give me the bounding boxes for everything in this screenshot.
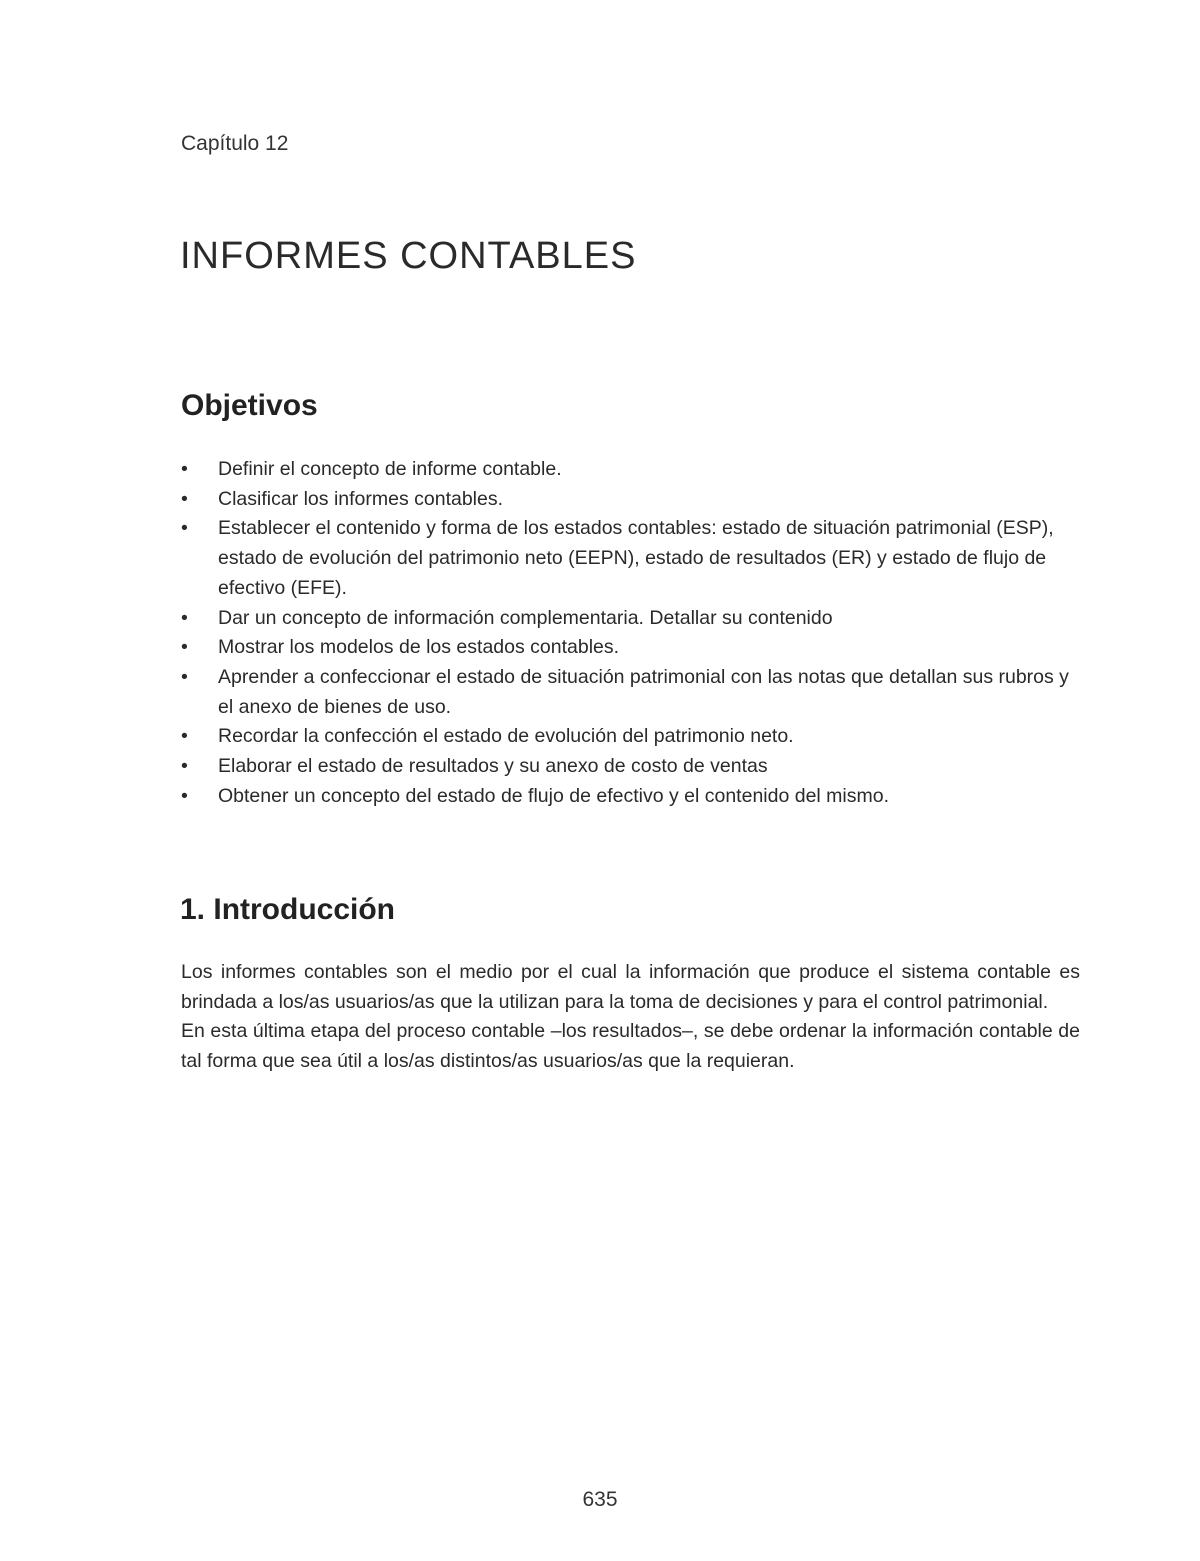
bullet-icon: • [181,725,188,748]
introduction-heading: 1. Introducción [180,893,396,926]
list-item [181,455,1080,485]
chapter-title: INFORMES CONTABLES [180,235,637,277]
list-item [181,663,1080,722]
introduction-paragraph: En esta última etapa del proceso contable –los resultados–, se debe ordenar la información contable de tal forma que sea útil a los/as distintos/as usuarios/as que la requieran. [181,1020,1080,1073]
bullet-icon: • [181,636,188,659]
objectives-heading: Objetivos [181,389,318,422]
objective-text: Elaborar el estado de resultados y su anexo de costo de ventas [218,755,768,778]
bullet-icon: • [181,517,188,540]
objective-text: Obtener un concepto del estado de flujo de efectivo y el contenido del mismo. [218,784,889,807]
bullet-icon: • [181,784,188,807]
list-item [181,633,1080,663]
objectives-list [181,455,1080,811]
list-item [181,514,1080,603]
objective-text: Aprender a confeccionar el estado de situación patrimonial con las notas que detallan sus rubros y el anexo de bienes de uso. [218,665,1069,718]
bullet-icon: • [181,665,188,688]
objective-text: Definir el concepto de informe contable. [218,458,562,480]
introduction-body [181,958,1080,1077]
objective-text: Clasificar los informes contables. [218,487,504,510]
bullet-icon: • [181,606,188,629]
bullet-icon: • [181,458,188,480]
objective-text: Dar un concepto de información complementaria. Detallar su contenido [218,606,833,629]
list-item [181,485,1080,515]
list-item [181,604,1080,634]
introduction-paragraph: Los informes contables son el medio por el cual la información que produce el sistema contable es brindada a los/as usuarios/as que la utilizan para la toma de decisiones y para el control patrimonial. [181,961,1080,1013]
bullet-icon: • [181,755,188,778]
objective-text: Recordar la confección el estado de evolución del patrimonio neto. [218,725,794,748]
objective-text: Establecer el contenido y forma de los estados contables: estado de situación patrimonial (ESP), estado de evolución del patrimonio neto (EEPN), estado de resultados (ER) y estado de flujo de efectivo (EFE). [218,517,1054,599]
list-item [181,752,1080,782]
bullet-icon: • [181,487,188,510]
list-item [181,782,1080,812]
objective-text: Mostrar los modelos de los estados contables. [218,636,620,659]
page-number: 635 [582,1488,618,1511]
list-item [181,722,1080,752]
chapter-label: Capítulo 12 [181,132,289,155]
